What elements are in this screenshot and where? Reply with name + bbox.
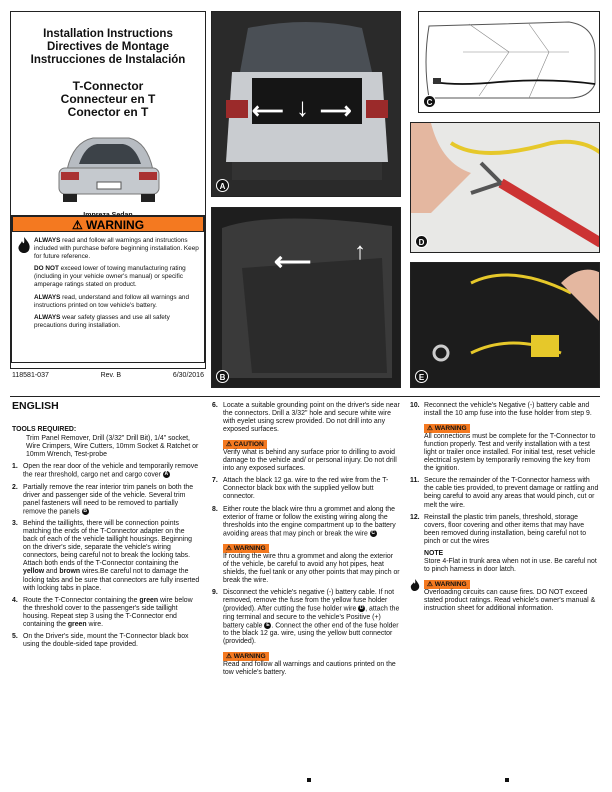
step-7-text: Attach the black 12 ga. wire to the red wire from the T-Connector black box with the supplied yellow butt connector. bbox=[223, 477, 389, 501]
figure-b bbox=[211, 207, 401, 388]
step-3: 3. Behind the taillights, there will be connection points matching the ends of the T-Connector adapter on the back of each of the vehicle taillight housings. Beginning on the driver's side, separate the vehicle's wiring connectors, being careful not to break the locking tabs. Attach both ends of the T-Connector containing the yellow and brown wires.Be careful not to damage the locking tabs and be sure that connectors are fully inserted with locking tabs in place. bbox=[12, 520, 200, 592]
step-9-text-b: , attach the ring terminal and secure to the vehicle's Positive (+) battery cable bbox=[223, 605, 400, 630]
step-3-text-b: wires.Be careful not to damage the locking tabs and be sure that connectors are fully inserted with locking tabs in place. bbox=[23, 568, 200, 592]
green-word: green bbox=[67, 620, 87, 628]
warning-tag-text: WARNING bbox=[434, 425, 467, 433]
step-9-text-c: . Connect the other end of the fuse holder to the black 12 ga. wire, using the yellow butt connector (provided). bbox=[223, 622, 399, 646]
column-3 bbox=[410, 402, 600, 617]
warning-block-10 bbox=[424, 422, 600, 473]
step-11: 11. Secure the remainder of the T-Connector harness with the cable ties provided, to prevent damage or rattling and being careful to avoid any areas that would pinch, cut or melt the wire. bbox=[410, 477, 599, 509]
warning-tag-text: WARNING bbox=[233, 545, 266, 553]
figure-d-ref: D bbox=[359, 605, 364, 612]
w-p4-bold: ALWAYS bbox=[34, 314, 61, 322]
warning-tag: ⚠ WARNING bbox=[424, 580, 470, 589]
step-8: 8. Either route the black wire thru a grommet and along the exterior of frame or follow the existing wiring along the thresholds into the engine compartment up to the battery avoiding areas that may pinch or break the wire C bbox=[212, 505, 396, 537]
step-1: 1. Open the rear door of the vehicle and temporarily remove the rear threshold, cargo net and cargo cover A bbox=[12, 463, 199, 479]
step-3-text-a: Behind the taillights, there will be connection points matching the ends of the T-Connector adapter on the back of each of the vehicle taillight housings. Beginning on the driver's side, separate the vehicle's wiring connectors, being careful not to break the locking tabs. Attach both ends of the T-Connector containing the bbox=[23, 520, 192, 568]
column-2 bbox=[212, 402, 400, 681]
revision: Rev. B bbox=[100, 372, 122, 379]
step-1-text: Open the rear door of the vehicle and temporarily remove the rear threshold, cargo net and cargo cover bbox=[23, 463, 199, 479]
warning-tag-text: WARNING bbox=[233, 653, 266, 661]
w-p1-bold: ALWAYS bbox=[34, 237, 61, 244]
figure-c-ref: C bbox=[371, 529, 376, 536]
step-4-text-a: Route the T-Connector containing the bbox=[23, 596, 140, 604]
car-photo bbox=[53, 130, 165, 206]
figure-c-label: C bbox=[423, 95, 436, 108]
figure-a bbox=[211, 11, 401, 197]
title-block bbox=[11, 28, 205, 67]
warning-text bbox=[34, 237, 200, 335]
figure-a-label: A bbox=[216, 179, 229, 192]
step-11-text: Secure the remainder of the T-Connector harness with the cable ties provided, to prevent damage or rattling and being careful to avoid any areas that would pinch, cut or melt the wire. bbox=[424, 477, 599, 509]
trunk-interior-photo bbox=[212, 208, 401, 388]
note-heading: NOTE bbox=[424, 549, 444, 557]
step-12: 12. Reinstall the plastic trim panels, threshold, storage covers, floor covering and other items that may have been removed during installation, being careful not to pinch or cut the wires bbox=[410, 514, 600, 546]
figure-d-label: D bbox=[415, 235, 428, 248]
step-2: 2. Partially remove the rear interior trim panels on both the driver and passenger side of the vehicle. Several trim panel fasteners will need to be removed to partially remove the panels B bbox=[12, 483, 194, 516]
warning-9-text: Read and follow all warnings and cautions printed on the tow vehicle's battery. bbox=[223, 661, 396, 677]
warning-tag: ⚠ WARNING bbox=[223, 544, 269, 553]
arrow-up-icon: ↑ bbox=[354, 238, 366, 265]
figure-e bbox=[410, 262, 600, 388]
caution-text: Verify what is behind any surface prior to drilling to avoid damage to the vehicle and/ or personal injury. Do not drill into any exposed surfaces. bbox=[223, 449, 397, 473]
step-4: 4. Route the T-Connector containing the green wire below the threshold cover to the passenger's side taillight housing. Repeat step 3 using the T-Connector end containing the green wire. bbox=[12, 596, 193, 628]
doc-footer bbox=[12, 372, 204, 379]
arrow-left-icon: ⟵ bbox=[252, 98, 284, 123]
caution-tag: ⚠ CAUTION bbox=[223, 440, 267, 449]
w-p4: wear safety glasses and use all safety precautions during installation. bbox=[34, 314, 170, 330]
warning-tag-text: WARNING bbox=[434, 580, 467, 588]
fire-icon bbox=[409, 578, 421, 592]
warning-heading-text: WARNING bbox=[86, 218, 145, 232]
step-5-text: On the Driver's side, mount the T-Connector black box using the double-sided tape provided. bbox=[23, 632, 189, 648]
cutting-wire-photo bbox=[411, 123, 600, 253]
fire-icon bbox=[16, 236, 32, 254]
warning-12-text: Overloading circuits can cause fires. DO NOT exceed stated product ratings. Read vehicle's owner's manual & instruction sheet for additional information. bbox=[424, 588, 596, 613]
step-7: 7. Attach the black 12 ga. wire to the red wire from the T-Connector black box with the supplied yellow butt connector. bbox=[212, 477, 400, 501]
tools-heading: TOOLS REQUIRED: bbox=[12, 426, 77, 434]
step-2-text: Partially remove the rear interior trim panels on both the driver and passenger side of the vehicle. Several trim panel fasteners will need to be removed to partially remove the panels bbox=[23, 483, 194, 516]
registration-mark bbox=[505, 778, 509, 782]
tools-text: Trim Panel Remover, Drill (3/32" Drill Bit), 1/4" socket, Wire Crimpers, Wire Cutters, 10mm Socket & Ratchet or 10mm Wrench, Test-probe bbox=[26, 435, 199, 459]
w-p3: read, understand and follow all warnings and instructions printed on tow vehicle's battery. bbox=[34, 293, 190, 309]
product-en: T-Connector bbox=[72, 79, 144, 93]
figure-d bbox=[410, 122, 600, 253]
and-word: and bbox=[44, 568, 60, 576]
step-6-text: Locate a suitable grounding point on the driver's side near the connectors. Drill a 3/32" hole and secure white wire with eyelet using screw provided. Do not drill into any exposed surfaces. bbox=[223, 402, 400, 434]
figure-b-label: B bbox=[216, 370, 229, 383]
caution-block bbox=[223, 438, 400, 473]
caution-tag-text: CAUTION bbox=[233, 441, 264, 449]
step-4-text-c: wire. bbox=[86, 620, 104, 628]
battery-connection-photo bbox=[411, 263, 600, 388]
step-5: 5. On the Driver's side, mount the T-Connector black box using the double-sided tape provided. bbox=[12, 633, 200, 649]
green-word: green bbox=[139, 596, 159, 604]
warning-block-12 bbox=[424, 578, 600, 613]
part-number: 118581-037 bbox=[12, 372, 49, 379]
w-p2-bold: DO NOT bbox=[34, 265, 59, 273]
warning-tag: ⚠ WARNING bbox=[223, 652, 269, 661]
step-4-text-b: wire below the threshold cover to the passenger's side taillight housing. Repeat step 3 using the T-Connector end containing the bbox=[23, 596, 193, 628]
figure-c bbox=[418, 11, 600, 113]
step-12-text: Reinstall the plastic trim panels, threshold, storage covers, floor covering and other items that may have been removed during installation, being careful not to pinch or cut the wires bbox=[424, 513, 587, 545]
brown-word: brown bbox=[59, 568, 81, 576]
arrow-down-icon: ↓ bbox=[296, 92, 309, 122]
step-6: 6. Locate a suitable grounding point on the driver's side near the connectors. Drill a 3/32" hole and secure white wire with eyelet using screw provided. Do not drill into any exposed surfaces. bbox=[212, 402, 400, 434]
title-en: Installation Instructions bbox=[43, 28, 173, 40]
warning-block-8 bbox=[223, 542, 400, 585]
note-text: Store 4-Flat in trunk area when not in use. Be careful not to pinch harness in door latch. bbox=[424, 557, 597, 573]
warning-block-9 bbox=[223, 650, 400, 677]
divider bbox=[10, 396, 600, 397]
w-p1: read and follow all warnings and instructions included with purchase before beginning installation. Keep for future reference. bbox=[34, 237, 199, 260]
step-9: 9. Disconnect the vehicle's negative (-) battery cable. If not removed, remove the fuse from the yellow fuse holder (provided). After cutting the fuse holder wire D , attach the ring terminal and secure to the vehicle's Positive (+) battery cable E . Connect the other end of the fuse holder to the black 12 ga. wire, using the yellow butt connector (provided). bbox=[212, 589, 400, 646]
warning-10-text: All connections must be complete for the T-Connector to function properly. Test and verify installation with a test light or trailer once installed. For initial test, reset vehicle electrical system by temporarily removing the key from the ignition. bbox=[424, 433, 596, 473]
warning-8-text: If routing the wire thru a grommet and along the exterior of the vehicle, be careful to avoid any hot pipes, heat shields, the fuel tank or any other points that may pinch or break the wire. bbox=[223, 553, 400, 585]
title-es: Instrucciones de Instalación bbox=[30, 54, 186, 66]
title-fr: Directives de Montage bbox=[46, 41, 170, 53]
w-p3-bold: ALWAYS bbox=[34, 293, 61, 301]
figure-a-ref: A bbox=[164, 471, 169, 478]
step-9-text-a: Disconnect the vehicle's negative (-) battery cable. If not removed, remove the fuse from the yellow fuse holder (provided). After cutting the fuse holder wire bbox=[223, 589, 394, 613]
note-block bbox=[424, 550, 600, 574]
warning-heading: ⚠ WARNING bbox=[12, 216, 204, 232]
date: 6/30/2016 bbox=[172, 372, 204, 379]
arrow-left-icon: ⟵ bbox=[274, 246, 312, 276]
arrow-right-icon: ⟶ bbox=[320, 98, 352, 123]
registration-mark bbox=[307, 778, 311, 782]
column-1 bbox=[12, 402, 200, 653]
step-8-text: Either route the black wire thru a grommet and along the exterior of frame or follow the existing wiring along the thresholds into the engine compartment up to the battery avoiding areas that may pinch or break the wire bbox=[223, 505, 396, 537]
language-heading: ENGLISH bbox=[12, 400, 59, 412]
product-es: Conector en T bbox=[67, 105, 149, 119]
step-10: 10. Reconnect the vehicle's Negative (-) battery cable and install the 10 amp fuse into the fuse holder from step 9. bbox=[410, 402, 600, 418]
figure-b-ref: B bbox=[83, 507, 87, 514]
wiring-diagram bbox=[419, 12, 599, 112]
step-10-text: Reconnect the vehicle's Negative (-) battery cable and install the 10 amp fuse into the fuse holder from step 9. bbox=[424, 402, 592, 418]
warning-tag: ⚠ WARNING bbox=[424, 424, 470, 433]
w-p2: exceed lower of towing manufacturing rating (including in your vehicle owner's manual) or specific amperage ratings stated on product. bbox=[34, 265, 186, 288]
product-block bbox=[11, 80, 205, 119]
product-fr: Connecteur en T bbox=[60, 92, 156, 106]
figure-e-ref: E bbox=[266, 621, 270, 628]
warning-box bbox=[11, 215, 205, 363]
figure-e-label: E bbox=[415, 370, 428, 383]
yellow-word: yellow bbox=[23, 568, 45, 576]
